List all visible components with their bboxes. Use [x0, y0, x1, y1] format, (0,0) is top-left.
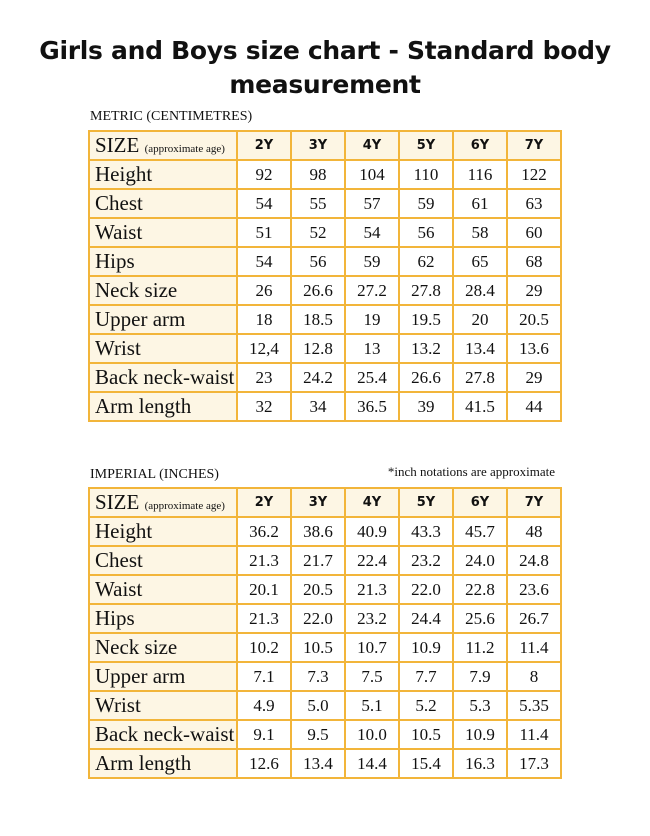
row-label: Upper arm — [89, 305, 237, 334]
measurement-cell: 5.0 — [291, 691, 345, 720]
age-header-5y: 5Y — [399, 488, 453, 517]
row-label: Hips — [89, 247, 237, 276]
measurement-cell: 98 — [291, 160, 345, 189]
imperial-size-header — [89, 488, 237, 517]
row-label: Arm length — [89, 749, 237, 778]
measurement-cell: 23 — [237, 363, 291, 392]
measurement-cell: 13.4 — [453, 334, 507, 363]
measurement-cell: 13.2 — [399, 334, 453, 363]
measurement-cell: 7.5 — [345, 662, 399, 691]
row-label: Neck size — [89, 276, 237, 305]
row-label: Back neck-waist — [89, 363, 237, 392]
measurement-cell: 40.9 — [345, 517, 399, 546]
measurement-cell: 23.2 — [399, 546, 453, 575]
size-label: SIZE — [95, 133, 140, 157]
measurement-cell: 24.8 — [507, 546, 561, 575]
row-label: Wrist — [89, 334, 237, 363]
title-line-1: Girls and Boys size chart - Standard body — [39, 36, 611, 65]
measurement-cell: 7.3 — [291, 662, 345, 691]
measurement-cell: 12,4 — [237, 334, 291, 363]
table-row — [89, 189, 561, 218]
measurement-cell: 26.6 — [399, 363, 453, 392]
measurement-cell: 26.7 — [507, 604, 561, 633]
measurement-cell: 110 — [399, 160, 453, 189]
measurement-cell: 36.2 — [237, 517, 291, 546]
measurement-cell: 13.4 — [291, 749, 345, 778]
age-header-3y: 3Y — [291, 131, 345, 160]
measurement-cell: 58 — [453, 218, 507, 247]
metric-section-label: METRIC (CENTIMETRES) — [90, 109, 253, 124]
measurement-cell: 54 — [237, 189, 291, 218]
title-line-2: measurement — [229, 70, 421, 99]
measurement-cell: 55 — [291, 189, 345, 218]
table-row — [89, 334, 561, 363]
measurement-cell: 65 — [453, 247, 507, 276]
table-row — [89, 691, 561, 720]
measurement-cell: 16.3 — [453, 749, 507, 778]
table-row — [89, 305, 561, 334]
measurement-cell: 20.5 — [291, 575, 345, 604]
measurement-cell: 10.9 — [453, 720, 507, 749]
measurement-cell: 5.2 — [399, 691, 453, 720]
measurement-cell: 7.1 — [237, 662, 291, 691]
measurement-cell: 54 — [345, 218, 399, 247]
measurement-cell: 18 — [237, 305, 291, 334]
age-header-6y: 6Y — [453, 131, 507, 160]
measurement-cell: 25.6 — [453, 604, 507, 633]
table-row — [89, 546, 561, 575]
measurement-cell: 10.5 — [291, 633, 345, 662]
row-label: Arm length — [89, 392, 237, 421]
imperial-size-table — [88, 487, 562, 779]
row-label: Height — [89, 517, 237, 546]
measurement-cell: 59 — [399, 189, 453, 218]
measurement-cell: 5.1 — [345, 691, 399, 720]
measurement-cell: 14.4 — [345, 749, 399, 778]
table-row — [89, 392, 561, 421]
measurement-cell: 26 — [237, 276, 291, 305]
page-title — [0, 34, 650, 102]
measurement-cell: 23.2 — [345, 604, 399, 633]
measurement-cell: 27.8 — [453, 363, 507, 392]
imperial-section-label: IMPERIAL (INCHES) — [90, 467, 219, 482]
row-label: Hips — [89, 604, 237, 633]
measurement-cell: 41.5 — [453, 392, 507, 421]
row-label: Waist — [89, 218, 237, 247]
measurement-cell: 10.2 — [237, 633, 291, 662]
measurement-cell: 12.8 — [291, 334, 345, 363]
measurement-cell: 20.1 — [237, 575, 291, 604]
metric-size-table — [88, 130, 562, 422]
measurement-cell: 11.4 — [507, 633, 561, 662]
imperial-note: *inch notations are approximate — [387, 464, 555, 479]
measurement-cell: 11.2 — [453, 633, 507, 662]
measurement-cell: 20.5 — [507, 305, 561, 334]
age-header-3y: 3Y — [291, 488, 345, 517]
measurement-cell: 21.3 — [237, 604, 291, 633]
table-row — [89, 247, 561, 276]
measurement-cell: 61 — [453, 189, 507, 218]
measurement-cell: 29 — [507, 363, 561, 392]
measurement-cell: 17.3 — [507, 749, 561, 778]
measurement-cell: 92 — [237, 160, 291, 189]
row-label: Upper arm — [89, 662, 237, 691]
table-row — [89, 276, 561, 305]
measurement-cell: 10.7 — [345, 633, 399, 662]
measurement-cell: 22.0 — [399, 575, 453, 604]
table-row — [89, 363, 561, 392]
measurement-cell: 54 — [237, 247, 291, 276]
metric-size-header — [89, 131, 237, 160]
measurement-cell: 24.2 — [291, 363, 345, 392]
measurement-cell: 13.6 — [507, 334, 561, 363]
measurement-cell: 21.3 — [237, 546, 291, 575]
measurement-cell: 5.3 — [453, 691, 507, 720]
measurement-cell: 44 — [507, 392, 561, 421]
measurement-cell: 22.4 — [345, 546, 399, 575]
table-row — [89, 604, 561, 633]
imperial-header-row — [89, 488, 561, 517]
row-label: Chest — [89, 189, 237, 218]
measurement-cell: 104 — [345, 160, 399, 189]
measurement-cell: 10.9 — [399, 633, 453, 662]
measurement-cell: 48 — [507, 517, 561, 546]
measurement-cell: 22.8 — [453, 575, 507, 604]
row-label: Height — [89, 160, 237, 189]
measurement-cell: 10.0 — [345, 720, 399, 749]
age-header-2y: 2Y — [237, 131, 291, 160]
table-row — [89, 218, 561, 247]
row-label: Wrist — [89, 691, 237, 720]
measurement-cell: 45.7 — [453, 517, 507, 546]
measurement-cell: 32 — [237, 392, 291, 421]
row-label: Neck size — [89, 633, 237, 662]
measurement-cell: 19 — [345, 305, 399, 334]
measurement-cell: 15.4 — [399, 749, 453, 778]
measurement-cell: 122 — [507, 160, 561, 189]
measurement-cell: 23.6 — [507, 575, 561, 604]
measurement-cell: 7.7 — [399, 662, 453, 691]
measurement-cell: 13 — [345, 334, 399, 363]
measurement-cell: 19.5 — [399, 305, 453, 334]
table-row — [89, 749, 561, 778]
measurement-cell: 56 — [291, 247, 345, 276]
measurement-cell: 52 — [291, 218, 345, 247]
age-header-4y: 4Y — [345, 131, 399, 160]
measurement-cell: 57 — [345, 189, 399, 218]
measurement-cell: 22.0 — [291, 604, 345, 633]
measurement-cell: 63 — [507, 189, 561, 218]
measurement-cell: 21.3 — [345, 575, 399, 604]
size-label: SIZE — [95, 490, 140, 514]
measurement-cell: 9.1 — [237, 720, 291, 749]
measurement-cell: 10.5 — [399, 720, 453, 749]
measurement-cell: 24.0 — [453, 546, 507, 575]
age-header-7y: 7Y — [507, 131, 561, 160]
measurement-cell: 43.3 — [399, 517, 453, 546]
table-row — [89, 160, 561, 189]
measurement-cell: 20 — [453, 305, 507, 334]
age-header-4y: 4Y — [345, 488, 399, 517]
measurement-cell: 60 — [507, 218, 561, 247]
table-row — [89, 575, 561, 604]
measurement-cell: 11.4 — [507, 720, 561, 749]
measurement-cell: 21.7 — [291, 546, 345, 575]
measurement-cell: 9.5 — [291, 720, 345, 749]
measurement-cell: 39 — [399, 392, 453, 421]
measurement-cell: 62 — [399, 247, 453, 276]
age-header-6y: 6Y — [453, 488, 507, 517]
measurement-cell: 24.4 — [399, 604, 453, 633]
table-row — [89, 517, 561, 546]
age-header-5y: 5Y — [399, 131, 453, 160]
measurement-cell: 18.5 — [291, 305, 345, 334]
measurement-cell: 4.9 — [237, 691, 291, 720]
measurement-cell: 38.6 — [291, 517, 345, 546]
measurement-cell: 34 — [291, 392, 345, 421]
size-sublabel: (approximate age) — [144, 143, 225, 155]
measurement-cell: 36.5 — [345, 392, 399, 421]
measurement-cell: 27.8 — [399, 276, 453, 305]
size-sublabel: (approximate age) — [144, 500, 225, 512]
measurement-cell: 5.35 — [507, 691, 561, 720]
measurement-cell: 25.4 — [345, 363, 399, 392]
row-label: Chest — [89, 546, 237, 575]
age-header-7y: 7Y — [507, 488, 561, 517]
measurement-cell: 27.2 — [345, 276, 399, 305]
measurement-cell: 56 — [399, 218, 453, 247]
table-row — [89, 633, 561, 662]
measurement-cell: 28.4 — [453, 276, 507, 305]
measurement-cell: 116 — [453, 160, 507, 189]
measurement-cell: 29 — [507, 276, 561, 305]
measurement-cell: 12.6 — [237, 749, 291, 778]
measurement-cell: 8 — [507, 662, 561, 691]
metric-header-row — [89, 131, 561, 160]
measurement-cell: 51 — [237, 218, 291, 247]
age-header-2y: 2Y — [237, 488, 291, 517]
table-row — [89, 662, 561, 691]
measurement-cell: 7.9 — [453, 662, 507, 691]
row-label: Back neck-waist — [89, 720, 237, 749]
table-row — [89, 720, 561, 749]
measurement-cell: 26.6 — [291, 276, 345, 305]
row-label: Waist — [89, 575, 237, 604]
measurement-cell: 59 — [345, 247, 399, 276]
measurement-cell: 68 — [507, 247, 561, 276]
